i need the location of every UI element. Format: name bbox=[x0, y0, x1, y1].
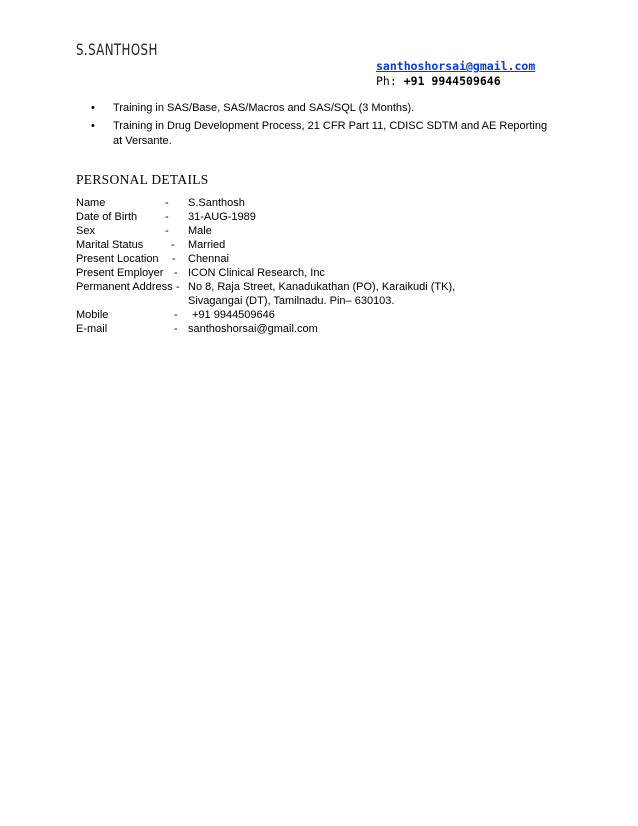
detail-label: Present Employer bbox=[76, 267, 164, 279]
detail-label: E-mail bbox=[76, 323, 108, 335]
detail-label: Name bbox=[76, 197, 106, 209]
detail-label: Present Location bbox=[76, 253, 159, 265]
bullet-icon: • bbox=[91, 102, 95, 114]
detail-value: +91 9944509646 bbox=[192, 309, 275, 321]
list-item bbox=[91, 119, 551, 149]
training-item-text: Training in SAS/Base, SAS/Macros and SAS/SQL (3 Months). bbox=[113, 102, 415, 114]
phone-label: Ph: bbox=[376, 74, 397, 88]
detail-separator: - bbox=[174, 309, 178, 321]
bullet-icon: • bbox=[91, 120, 95, 132]
detail-value: Chennai bbox=[188, 253, 229, 265]
detail-value: No 8, Raja Street, Kanadukathan (PO), Karaikudi (TK), bbox=[188, 281, 456, 293]
resume-name: S.SANTHOSH bbox=[76, 40, 158, 59]
detail-separator: - bbox=[165, 225, 169, 237]
training-item-text: Training in Drug Development Process, 21 CFR Part 11, CDISC SDTM and AE Reporting at Versante. bbox=[113, 120, 548, 147]
training-list bbox=[91, 101, 551, 152]
list-item bbox=[91, 101, 551, 116]
detail-label: Mobile bbox=[76, 309, 109, 321]
detail-value: Male bbox=[188, 225, 212, 237]
detail-value: Sivagangai (DT), Tamilnadu. Pin– 630103. bbox=[188, 295, 395, 307]
detail-separator: - bbox=[171, 239, 175, 251]
detail-separator: - bbox=[165, 197, 169, 209]
detail-separator: - bbox=[174, 267, 178, 279]
detail-value: ICON Clinical Research, Inc bbox=[188, 267, 325, 279]
email-link[interactable]: santhoshorsai@gmail.com bbox=[376, 59, 536, 73]
detail-value: S.Santhosh bbox=[188, 197, 245, 209]
detail-label: Sex bbox=[76, 225, 95, 237]
detail-separator: - bbox=[172, 253, 176, 265]
detail-value: Married bbox=[188, 239, 226, 251]
detail-separator: - bbox=[176, 281, 180, 293]
detail-separator: - bbox=[174, 323, 178, 335]
phone-line bbox=[376, 74, 535, 89]
phone-number: +91 9944509646 bbox=[403, 74, 501, 88]
section-title-personal-details: PERSONAL DETAILS bbox=[76, 172, 209, 187]
detail-value: 31-AUG-1989 bbox=[188, 211, 256, 223]
detail-value: santhoshorsai@gmail.com bbox=[188, 323, 318, 335]
detail-separator: - bbox=[165, 211, 169, 223]
contact-block bbox=[376, 59, 535, 89]
detail-label: Date of Birth bbox=[76, 211, 138, 223]
detail-label: Marital Status bbox=[76, 239, 144, 251]
detail-label: Permanent Address bbox=[76, 281, 173, 293]
